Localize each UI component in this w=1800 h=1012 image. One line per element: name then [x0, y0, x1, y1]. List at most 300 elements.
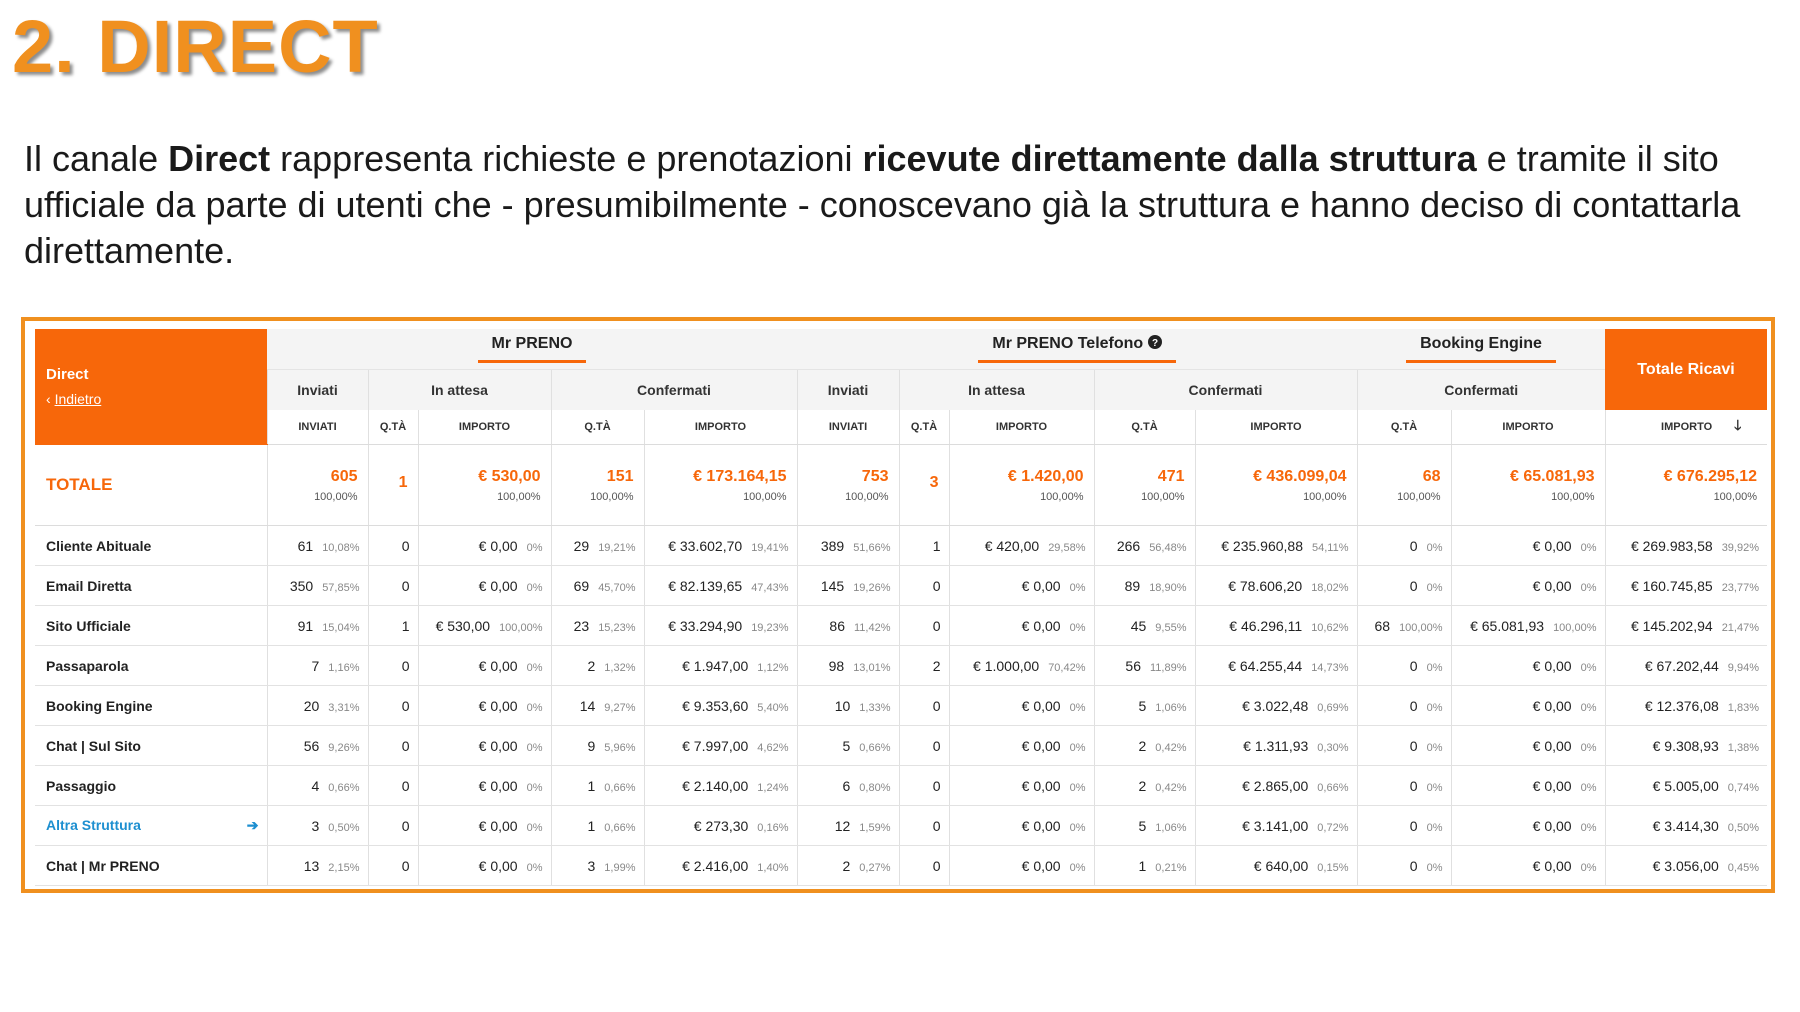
col-qta[interactable]: Q.TÀ: [899, 410, 949, 445]
table-cell: [267, 726, 368, 766]
sub-in-attesa: In attesa: [899, 370, 1094, 411]
cell-value: 56: [1125, 657, 1141, 674]
table-cell: [1094, 766, 1195, 806]
cell-percent: 10,62%: [1311, 621, 1349, 634]
total-percent: 100,00%: [314, 490, 358, 503]
cell-percent: 0,66%: [604, 781, 636, 794]
cell-value: € 0,00: [1532, 577, 1572, 594]
table-cell: [1605, 846, 1767, 886]
cell-percent: 0,15%: [1317, 861, 1349, 874]
cell-value: 0: [1409, 737, 1418, 754]
cell-value: 5: [1138, 817, 1147, 834]
sub-in-attesa: In attesa: [368, 370, 551, 411]
cell-percent: 0%: [1580, 741, 1597, 754]
table-cell: [368, 846, 418, 886]
table-cell: [1605, 606, 1767, 646]
direct-title: Direct: [46, 366, 89, 383]
col-importo[interactable]: IMPORTO: [418, 410, 551, 445]
cell-value: 0: [1409, 577, 1418, 594]
sub-confermati: Confermati: [551, 370, 797, 411]
cell-percent: 1,06%: [1155, 821, 1187, 834]
table-cell: [1094, 846, 1195, 886]
cell-value: 7: [311, 657, 320, 674]
total-value: 471: [1157, 467, 1185, 485]
table-cell: [1195, 526, 1357, 566]
cell-value: € 0,00: [1021, 777, 1061, 794]
table-cell: [1605, 646, 1767, 686]
table-row[interactable]: [35, 846, 1767, 886]
total-cell: [1094, 445, 1195, 526]
row-label: Passaparola: [35, 646, 267, 686]
table-cell: [949, 566, 1094, 606]
total-value: 3: [929, 473, 939, 491]
table-row[interactable]: [35, 646, 1767, 686]
cell-value: 145: [820, 577, 845, 594]
cell-value: € 420,00: [984, 537, 1040, 554]
cell-value: 10: [834, 697, 851, 714]
table-cell: [1195, 846, 1357, 886]
cell-value: 5: [1138, 697, 1147, 714]
cell-percent: 0%: [1426, 541, 1443, 554]
cell-value: 13: [303, 857, 320, 874]
table-cell: [1605, 686, 1767, 726]
cell-percent: 0%: [1069, 701, 1086, 714]
table-cell: [1094, 686, 1195, 726]
table-cell: [949, 686, 1094, 726]
total-cell: [644, 445, 797, 526]
cell-percent: 9,27%: [604, 701, 636, 714]
total-percent: 100,00%: [1040, 490, 1084, 503]
cell-percent: 19,21%: [598, 541, 636, 554]
table-cell: [949, 846, 1094, 886]
table-cell: [1605, 766, 1767, 806]
cell-value: 23: [573, 617, 590, 634]
table-cell: [949, 806, 1094, 846]
direct-report-table: [35, 329, 1767, 886]
total-cell: [1357, 445, 1451, 526]
table-cell: [551, 606, 644, 646]
total-cell: [368, 445, 418, 526]
cell-value: € 1.000,00: [973, 657, 1040, 674]
table-cell: [1094, 526, 1195, 566]
col-qta[interactable]: Q.TÀ: [1357, 410, 1451, 445]
table-cell: [1605, 526, 1767, 566]
cell-value: € 5.005,00: [1652, 777, 1719, 794]
cell-percent: 45,70%: [598, 581, 636, 594]
table-cell: [1357, 566, 1451, 606]
cell-percent: 0,50%: [1727, 821, 1759, 834]
table-cell: [1195, 606, 1357, 646]
cell-value: € 0,00: [1532, 697, 1572, 714]
cell-percent: 100,00%: [1553, 621, 1597, 634]
cell-value: 0: [1409, 777, 1418, 794]
cell-value: € 9.308,93: [1652, 737, 1719, 754]
col-importo[interactable]: IMPORTO: [1195, 410, 1357, 445]
back-link[interactable]: [46, 391, 101, 407]
table-row[interactable]: [35, 686, 1767, 726]
row-label: Email Diretta: [35, 566, 267, 606]
total-value: € 676.295,12: [1663, 467, 1757, 485]
cell-percent: 0%: [1426, 821, 1443, 834]
table-cell: [418, 766, 551, 806]
cell-percent: 0%: [1426, 661, 1443, 674]
cell-value: 0: [1409, 537, 1418, 554]
table-cell: [267, 806, 368, 846]
table-cell: [949, 526, 1094, 566]
table-cell: [368, 686, 418, 726]
col-qta[interactable]: Q.TÀ: [368, 410, 418, 445]
cell-percent: 3,31%: [328, 701, 360, 714]
cell-percent: 1,16%: [328, 661, 360, 674]
sub-inviati: Inviati: [797, 370, 899, 411]
cell-value: € 78.606,20: [1228, 577, 1303, 594]
cell-value: € 33.294,90: [668, 617, 743, 634]
table-cell: [1451, 566, 1605, 606]
cell-value: 266: [1116, 537, 1141, 554]
cell-percent: 0%: [1069, 861, 1086, 874]
table-cell: [644, 606, 797, 646]
row-label: Sito Ufficiale: [35, 606, 267, 646]
cell-value: 12: [834, 817, 851, 834]
total-cell: [1605, 445, 1767, 526]
cell-percent: 0%: [1426, 781, 1443, 794]
cell-percent: 1,99%: [604, 861, 636, 874]
cell-percent: 0%: [1580, 821, 1597, 834]
cell-value: € 7.997,00: [682, 737, 749, 754]
table-cell: [1195, 806, 1357, 846]
cell-value: € 145.202,94: [1630, 617, 1713, 634]
table-cell: [899, 806, 949, 846]
table-cell: [899, 526, 949, 566]
cell-percent: 23,77%: [1721, 581, 1759, 594]
table-cell: [644, 646, 797, 686]
cell-value: 3: [587, 857, 596, 874]
cell-value: 2: [1138, 777, 1147, 794]
table-cell: [949, 606, 1094, 646]
total-value: € 1.420,00: [1007, 467, 1084, 485]
cell-percent: 0%: [1580, 661, 1597, 674]
cell-percent: 1,06%: [1155, 701, 1187, 714]
col-qta[interactable]: Q.TÀ: [1094, 410, 1195, 445]
cell-value: € 0,00: [478, 577, 518, 594]
table-cell: [1195, 686, 1357, 726]
cell-percent: 18,90%: [1149, 581, 1187, 594]
cell-value: 45: [1130, 617, 1147, 634]
cell-value: € 64.255,44: [1228, 657, 1303, 674]
cell-value: 0: [932, 697, 941, 714]
cell-value: 56: [303, 737, 320, 754]
cell-value: € 3.141,00: [1242, 817, 1309, 834]
cell-value: € 67.202,44: [1644, 657, 1719, 674]
table-cell: [418, 646, 551, 686]
table-cell: [1357, 766, 1451, 806]
cell-percent: 0%: [1069, 741, 1086, 754]
table-cell: [368, 646, 418, 686]
cell-percent: 0%: [526, 741, 543, 754]
direct-header: [35, 329, 267, 445]
cell-value: € 0,00: [1532, 857, 1572, 874]
table-cell: [899, 726, 949, 766]
total-value: 68: [1422, 467, 1441, 485]
col-inviati[interactable]: INVIATI: [797, 410, 899, 445]
cell-value: 0: [401, 577, 410, 594]
cell-percent: 1,40%: [757, 861, 789, 874]
cell-value: € 160.745,85: [1630, 577, 1713, 594]
sort-down-icon: 🡓: [1734, 417, 1742, 433]
table-cell: [797, 766, 899, 806]
table-cell: [1605, 806, 1767, 846]
cell-value: 0: [401, 817, 410, 834]
cell-percent: 0%: [526, 701, 543, 714]
table-cell: [644, 566, 797, 606]
cell-value: € 0,00: [1021, 697, 1061, 714]
cell-value: 0: [932, 577, 941, 594]
cell-value: 0: [401, 777, 410, 794]
table-cell: [1357, 686, 1451, 726]
total-percent: 100,00%: [1303, 490, 1347, 503]
cell-percent: 0%: [526, 661, 543, 674]
table-row[interactable]: [35, 726, 1767, 766]
cell-percent: 0,21%: [1155, 861, 1187, 874]
cell-value: € 2.140,00: [682, 777, 749, 794]
cell-percent: 0,72%: [1317, 821, 1349, 834]
cell-value: € 0,00: [478, 697, 518, 714]
cell-value: 0: [932, 777, 941, 794]
table-row[interactable]: [35, 606, 1767, 646]
table-cell: [551, 646, 644, 686]
cell-value: € 3.056,00: [1652, 857, 1719, 874]
table-cell: [368, 806, 418, 846]
total-value: 1: [398, 473, 408, 491]
cell-percent: 100,00%: [499, 621, 543, 634]
cell-value: 68: [1374, 617, 1391, 634]
table-cell: [1094, 566, 1195, 606]
intro-text: Il canale Direct rappresenta richieste e prenotazioni ricevute direttamente dalla struttura e tramite il sito ufficiale da parte di utenti che - presumibilmente - conoscevano già la struttura e hanno deciso di contattarla direttamente.: [24, 138, 1741, 271]
table-cell: [267, 686, 368, 726]
cell-value: € 0,00: [1532, 777, 1572, 794]
table-cell: [899, 766, 949, 806]
cell-percent: 0,27%: [859, 861, 891, 874]
total-percent: 100,00%: [590, 490, 634, 503]
cell-value: 0: [1409, 817, 1418, 834]
cell-percent: 9,94%: [1727, 661, 1759, 674]
cell-value: € 640,00: [1253, 857, 1309, 874]
table-cell: [1357, 846, 1451, 886]
col-importo[interactable]: IMPORTO: [644, 410, 797, 445]
table-cell: [949, 726, 1094, 766]
cell-percent: 2,15%: [328, 861, 360, 874]
cell-value: € 235.960,88: [1221, 537, 1303, 554]
table-cell: [1094, 806, 1195, 846]
slide-title: 2. DIRECT: [12, 5, 379, 88]
cell-percent: 0,45%: [1727, 861, 1759, 874]
table-row[interactable]: [35, 566, 1767, 606]
cell-percent: 0%: [1580, 861, 1597, 874]
col-importo-sort[interactable]: IMPORTO 🡓: [1605, 410, 1767, 445]
total-value: 605: [330, 467, 358, 485]
cell-value: 1: [587, 817, 596, 834]
cell-value: 2: [842, 857, 851, 874]
cell-value: € 530,00: [435, 617, 491, 634]
table-cell: [418, 806, 551, 846]
cell-value: 89: [1124, 577, 1141, 594]
cell-percent: 15,04%: [322, 621, 360, 634]
cell-value: 0: [932, 817, 941, 834]
table-cell: [267, 606, 368, 646]
table-cell: [1605, 726, 1767, 766]
cell-percent: 11,42%: [854, 621, 891, 634]
cell-value: € 0,00: [1021, 577, 1061, 594]
table-cell: [1094, 646, 1195, 686]
cell-value: 1: [587, 777, 596, 794]
table-cell: [949, 766, 1094, 806]
table-cell: [644, 526, 797, 566]
table-row[interactable]: [35, 526, 1767, 566]
cell-value: € 65.081,93: [1470, 617, 1545, 634]
table-cell: [899, 606, 949, 646]
cell-value: € 3.022,48: [1242, 697, 1309, 714]
total-value: € 173.164,15: [693, 467, 787, 485]
table-cell: [267, 766, 368, 806]
table-cell: [899, 846, 949, 886]
table-cell: [551, 686, 644, 726]
total-value: € 530,00: [478, 467, 541, 485]
cell-value: € 0,00: [1021, 857, 1061, 874]
total-cell: [551, 445, 644, 526]
table-row[interactable]: [35, 806, 1767, 846]
cell-percent: 9,55%: [1155, 621, 1187, 634]
cell-value: 86: [829, 617, 845, 634]
cell-percent: 0%: [1069, 781, 1086, 794]
table-cell: [551, 846, 644, 886]
cell-percent: 15,23%: [598, 621, 636, 634]
cell-percent: 18,02%: [1311, 581, 1349, 594]
table-cell: [418, 726, 551, 766]
cell-percent: 0,66%: [604, 821, 636, 834]
table-cell: [551, 526, 644, 566]
table-cell: [797, 846, 899, 886]
table-cell: [797, 806, 899, 846]
table-cell: [418, 566, 551, 606]
cell-value: € 0,00: [1021, 737, 1061, 754]
cell-percent: 0%: [1069, 581, 1086, 594]
total-value: 151: [606, 467, 634, 485]
cell-value: € 46.296,11: [1229, 617, 1303, 634]
table-body: [35, 445, 1767, 886]
cell-value: 1: [401, 617, 410, 634]
group-totale-ricavi: Totale Ricavi: [1605, 329, 1767, 410]
table-cell: [1094, 606, 1195, 646]
total-cell: [418, 445, 551, 526]
col-importo[interactable]: IMPORTO: [1451, 410, 1605, 445]
cell-percent: 1,32%: [604, 661, 636, 674]
table-cell: [899, 566, 949, 606]
table-cell: [797, 526, 899, 566]
cell-value: 0: [401, 857, 410, 874]
cell-percent: 0%: [1580, 541, 1597, 554]
sub-inviati: Inviati: [267, 370, 368, 411]
help-icon[interactable]: [1148, 335, 1162, 349]
cell-value: € 0,00: [1532, 657, 1572, 674]
cell-value: 5: [842, 737, 851, 754]
total-cell: [797, 445, 899, 526]
total-cell: [1451, 445, 1605, 526]
table-cell: [1451, 646, 1605, 686]
table-cell: [899, 686, 949, 726]
cell-value: € 0,00: [1532, 737, 1572, 754]
cell-value: 20: [303, 697, 320, 714]
cell-percent: 39,92%: [1721, 541, 1759, 554]
total-percent: 100,00%: [1397, 490, 1441, 503]
cell-percent: 56,48%: [1149, 541, 1187, 554]
total-value: € 436.099,04: [1253, 467, 1347, 485]
total-percent: 100,00%: [743, 490, 787, 503]
cell-percent: 0,50%: [328, 821, 360, 834]
cell-value: 1: [932, 537, 941, 554]
col-inviati[interactable]: INVIATI: [267, 410, 368, 445]
row-label[interactable]: Altra Struttura ➔: [35, 806, 267, 846]
total-percent: 100,00%: [845, 490, 889, 503]
total-cell: [1195, 445, 1357, 526]
svg-text:?: ?: [1151, 338, 1158, 349]
cell-value: € 2.416,00: [682, 857, 749, 874]
cell-value: 0: [401, 537, 410, 554]
cell-value: 0: [1409, 697, 1418, 714]
arrow-right-icon[interactable]: ➔: [246, 817, 259, 833]
table-cell: [797, 566, 899, 606]
cell-percent: 47,43%: [751, 581, 789, 594]
cell-percent: 0%: [526, 581, 543, 594]
table-cell: [551, 766, 644, 806]
cell-percent: 0,30%: [1317, 741, 1349, 754]
cell-value: 2: [587, 657, 596, 674]
cell-value: € 9.353,60: [682, 697, 749, 714]
cell-value: € 269.983,58: [1630, 537, 1713, 554]
cell-percent: 70,42%: [1048, 661, 1086, 674]
group-booking-engine: Booking Engine: [1357, 329, 1605, 370]
cell-percent: 14,73%: [1311, 661, 1349, 674]
cell-percent: 10,08%: [322, 541, 360, 554]
cell-value: € 33.602,70: [668, 537, 743, 554]
cell-percent: 11,89%: [1150, 661, 1187, 674]
total-cell: [949, 445, 1094, 526]
cell-percent: 19,23%: [751, 621, 789, 634]
cell-percent: 0,42%: [1155, 781, 1187, 794]
cell-percent: 0%: [1580, 701, 1597, 714]
report-frame: [21, 317, 1775, 893]
cell-value: € 1.311,93: [1243, 737, 1309, 754]
total-cell: [267, 445, 368, 526]
cell-value: 4: [311, 777, 320, 794]
cell-value: 0: [401, 657, 410, 674]
table-cell: [418, 606, 551, 646]
table-row[interactable]: [35, 766, 1767, 806]
cell-value: € 0,00: [478, 537, 518, 554]
table-cell: [644, 686, 797, 726]
chevron-left-icon: ‹: [46, 391, 55, 407]
table-cell: [644, 806, 797, 846]
cell-value: € 2.865,00: [1242, 777, 1309, 794]
cell-value: 98: [828, 657, 845, 674]
cell-value: 91: [297, 617, 314, 634]
col-qta[interactable]: Q.TÀ: [551, 410, 644, 445]
cell-value: 69: [573, 577, 590, 594]
table-cell: [949, 646, 1094, 686]
cell-percent: 54,11%: [1312, 541, 1349, 554]
row-label: Chat | Mr PRENO: [35, 846, 267, 886]
col-importo[interactable]: IMPORTO: [949, 410, 1094, 445]
table-cell: [1451, 806, 1605, 846]
